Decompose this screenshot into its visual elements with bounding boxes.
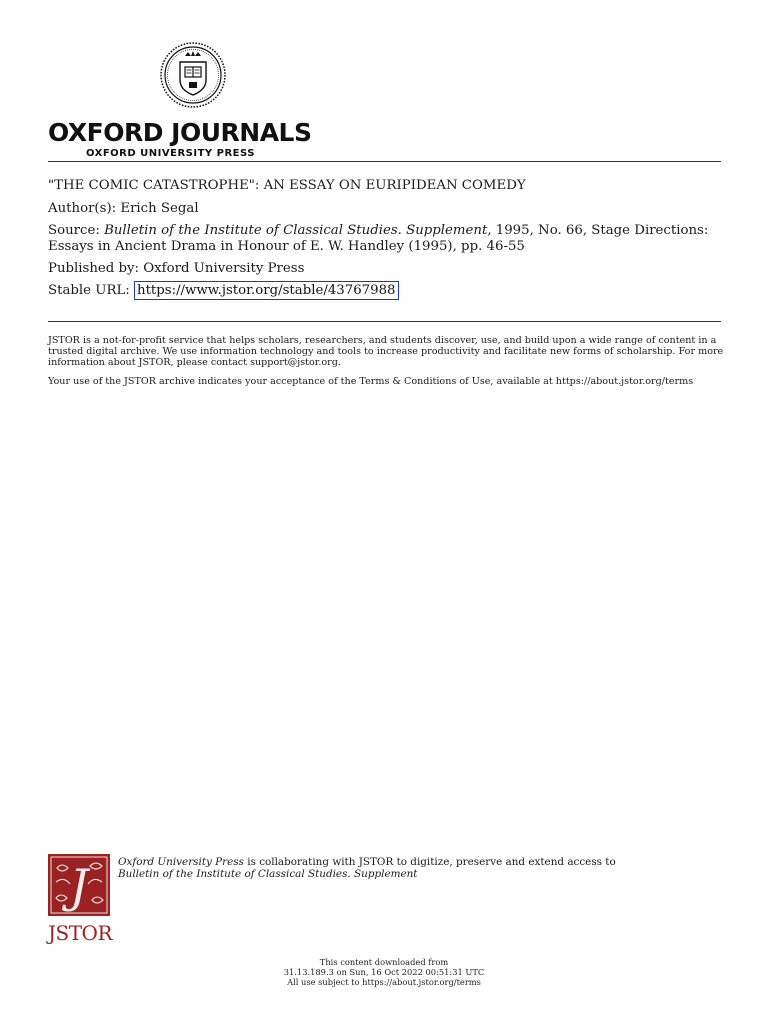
collaboration-notice <box>118 856 616 880</box>
jstor-logo-icon <box>48 854 110 916</box>
collab-line-1 <box>118 856 616 868</box>
jstor-logo <box>48 854 116 943</box>
author-name: Erich Segal <box>120 201 199 216</box>
jstor-about-paragraph: JSTOR is a not-for-profit service that helps scholars, researchers, and students discover, use, and build upon a wide range of content in a trusted digital archive. We use information technology and tools to increase productivity and facilitate new forms of scholarship. For more information about JSTOR, please contact support@jstor.org. <box>48 335 724 368</box>
brand-subtitle: OXFORD UNIVERSITY PRESS <box>86 148 255 159</box>
divider-bottom <box>48 321 721 322</box>
author-label: Author(s): <box>48 201 117 216</box>
stable-url-line <box>48 283 728 299</box>
collab-journal: Bulletin of the Institute of Classical Studies. Supplement <box>118 868 418 880</box>
source-journal: Bulletin of the Institute of Classical Studies. Supplement <box>104 223 488 238</box>
article-title: "THE COMIC CATASTROPHE": AN ESSAY ON EURIPIDEAN COMEDY <box>48 178 526 193</box>
jstor-wordmark: JSTOR <box>48 921 113 945</box>
article-metadata <box>48 178 728 305</box>
divider-top <box>48 161 721 162</box>
source-details: , 1995, No. 66, Stage Directions: Essays in Ancient Drama in Honour of E. W. Handley (1995), pp. 46-55 <box>48 223 709 254</box>
publisher-label: Published by: <box>48 261 140 276</box>
author-line <box>48 201 728 217</box>
terms-paragraph: Your use of the JSTOR archive indicates your acceptance of the Terms & Conditions of Use, available at https://about.jstor.org/terms <box>48 376 694 387</box>
collab-publisher: Oxford University Press <box>118 856 244 868</box>
source-line <box>48 223 728 255</box>
brand-name: OXFORD JOURNALS <box>48 118 312 147</box>
stable-url-label: Stable URL: <box>48 283 130 298</box>
footer-line-2: 31.13.189.3 on Sun, 16 Oct 2022 00:51:31 UTC <box>283 967 485 977</box>
collab-line-2 <box>118 868 616 880</box>
publisher-name: Oxford University Press <box>143 261 305 276</box>
oxford-seal-icon <box>160 40 226 110</box>
footer-line-1: This content downloaded from <box>319 957 449 967</box>
source-label: Source: <box>48 223 100 238</box>
publisher-line <box>48 261 728 277</box>
stable-url-link[interactable]: https://www.jstor.org/stable/43767988 <box>134 281 398 300</box>
download-footer <box>0 957 768 987</box>
publisher-logo <box>48 40 338 159</box>
svg-text:J: J <box>69 859 89 913</box>
footer-line-3: All use subject to https://about.jstor.org/terms <box>287 977 481 987</box>
jstor-legal-notice <box>48 335 728 395</box>
collab-text: is collaborating with JSTOR to digitize, preserve and extend access to <box>243 856 616 868</box>
